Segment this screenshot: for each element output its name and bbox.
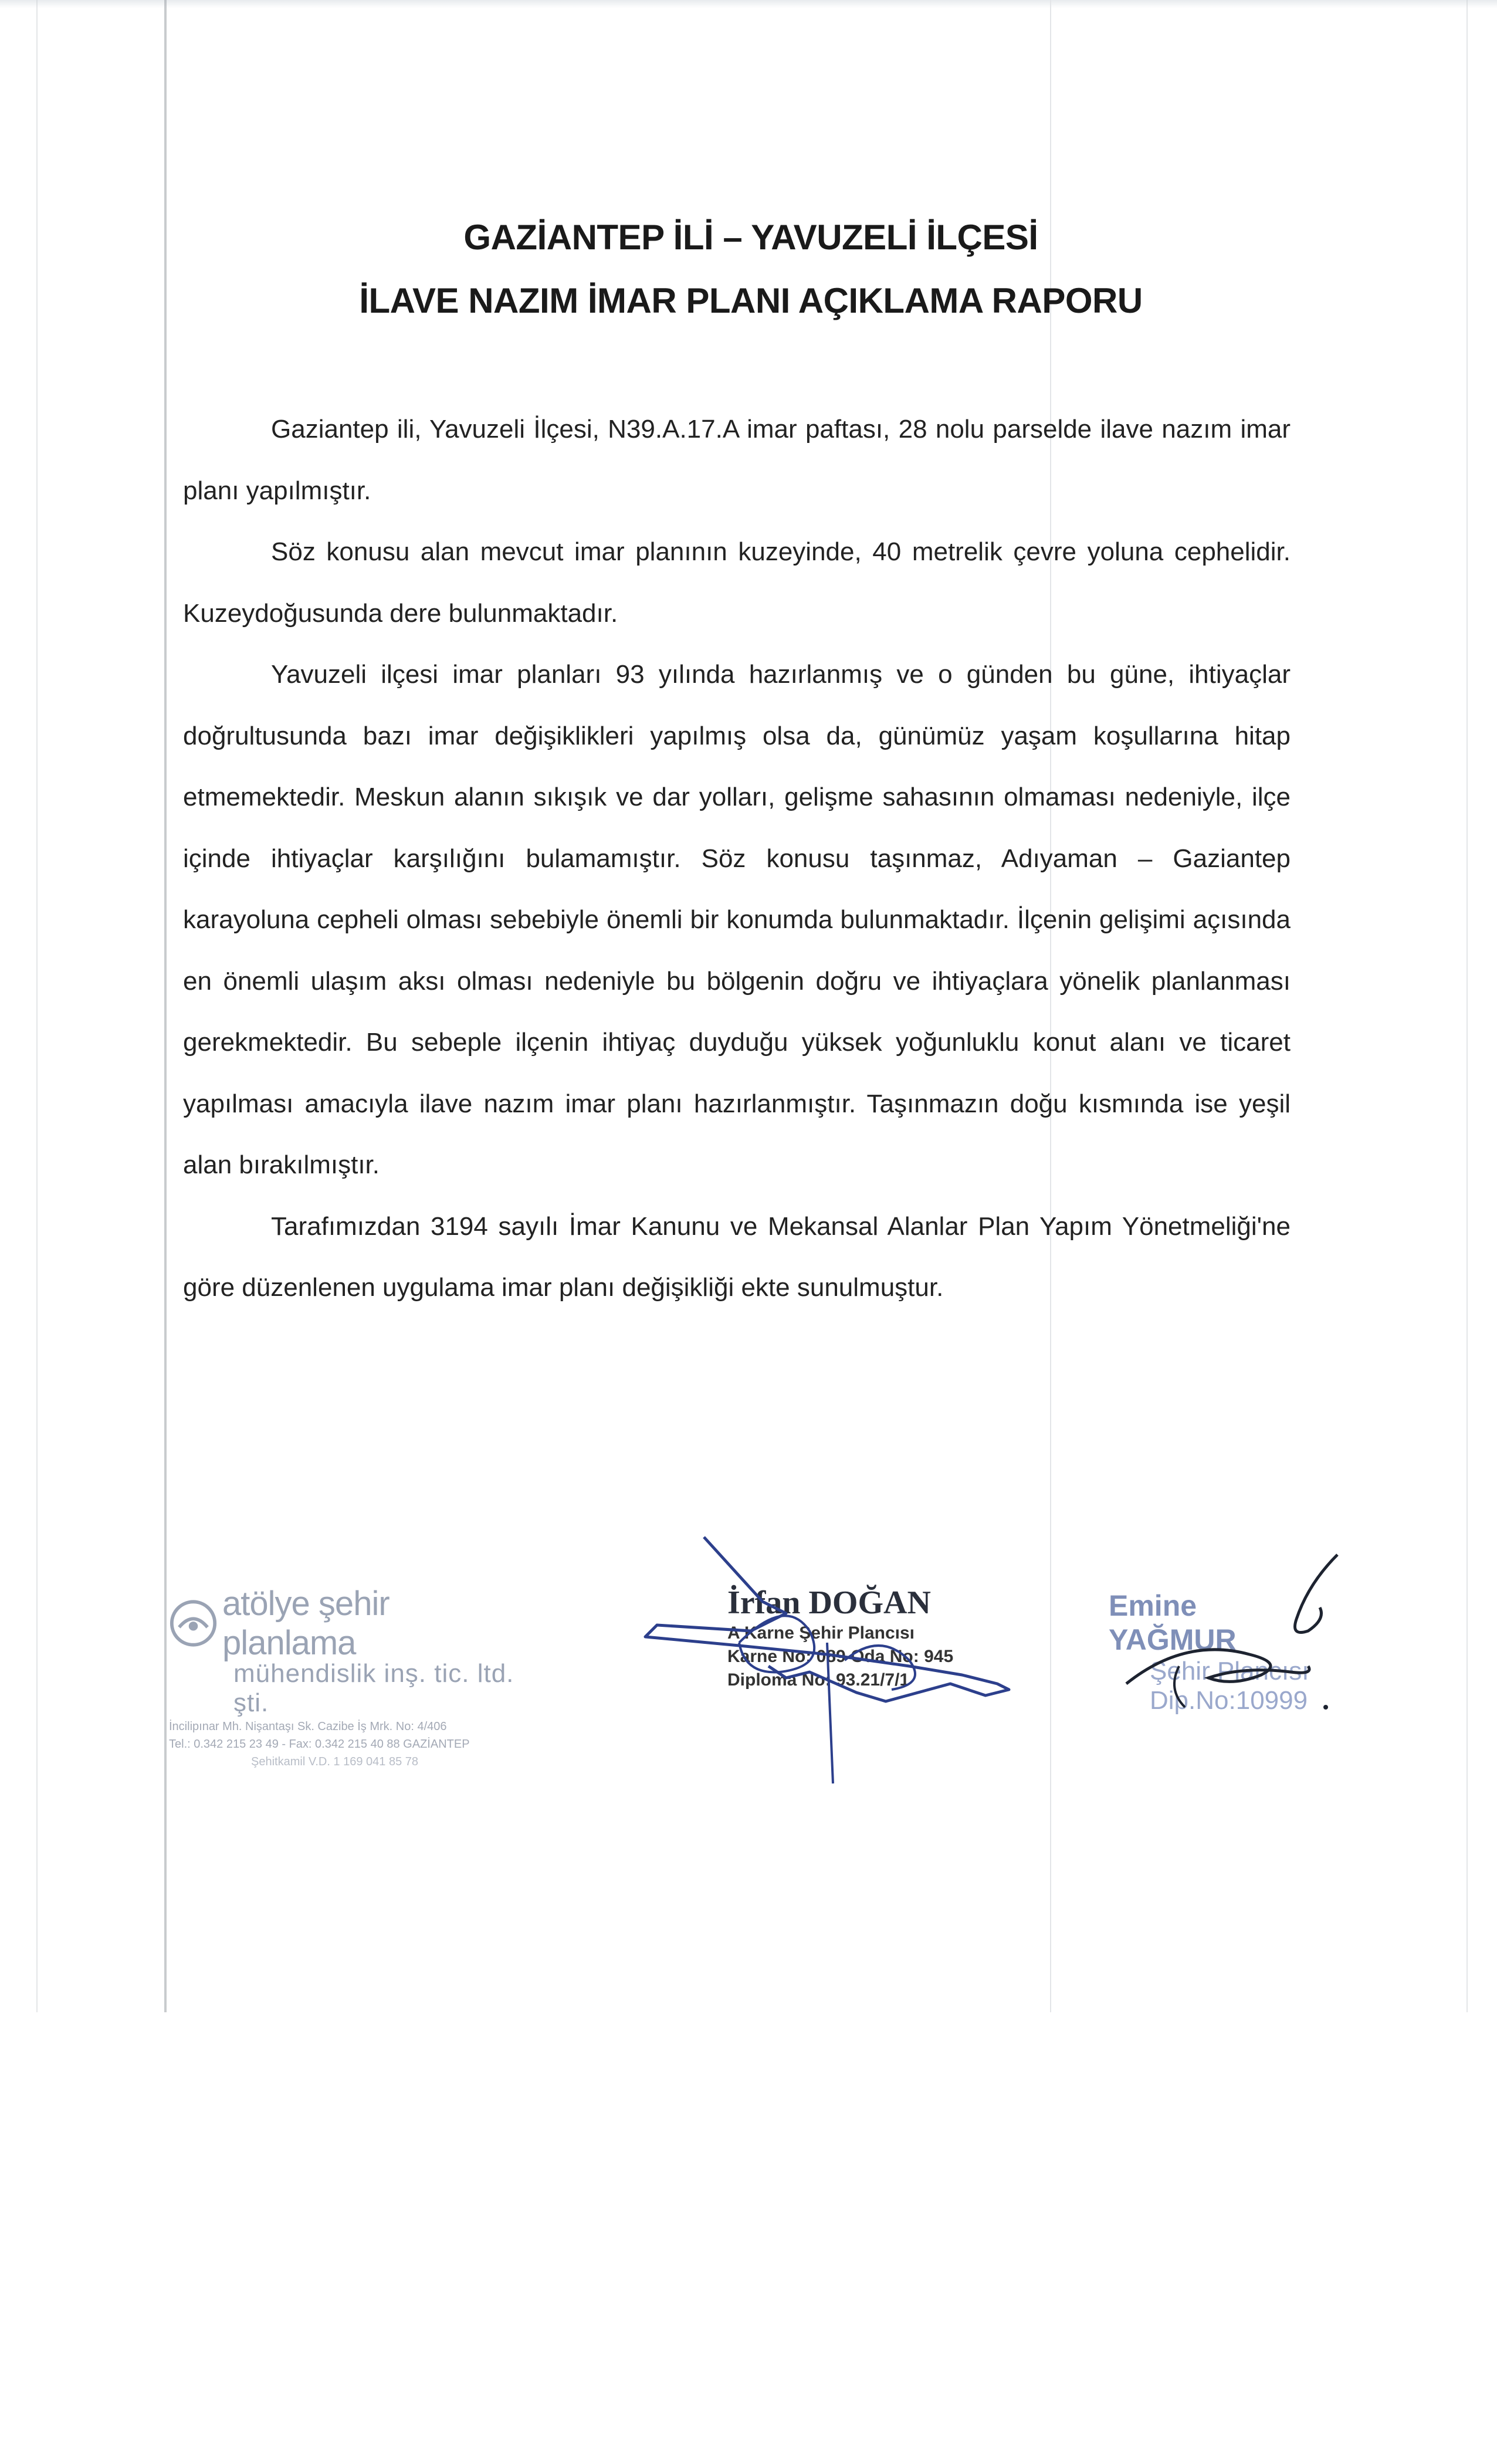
company-brand: atölye şehir planlama	[222, 1585, 390, 1662]
document-title-line1: GAZİANTEP İLİ – YAVUZELİ İLÇESİ	[463, 218, 1038, 257]
scan-right-edge	[1466, 0, 1468, 2012]
company-tax: Şehitkamil V.D. 1 169 041 85 78	[251, 1755, 419, 1768]
company-stamp	[169, 1584, 521, 1768]
paragraph-4: Tarafımızdan 3194 sayılı İmar Kanunu ve Mekansal Alanlar Plan Yapım Yönetmeliği'ne göre düzenlenen uygulama imar planı değişikliği ekte sunulmuştur.	[183, 1211, 1291, 1302]
scan-top-edge	[0, 0, 1497, 8]
signature-irfan	[634, 1525, 1044, 1795]
planner2-title: Şehir Plancısı	[1150, 1657, 1309, 1685]
planner1-diploma: Diploma No: 93.21/7/1	[727, 1670, 910, 1690]
signature-emine	[1115, 1549, 1361, 1725]
planner2-name: Emine YAĞMUR	[1109, 1589, 1237, 1656]
company-phone: Tel.: 0.342 215 23 49 - Fax: 0.342 215 40 88 GAZİANTEP	[169, 1738, 470, 1751]
paragraph-1: Gaziantep ili, Yavuzeli İlçesi, N39.A.17.A imar paftası, 28 nolu parselde ilave nazım imar planı yapılmıştır.	[183, 415, 1291, 505]
planner2-diploma: Dip.No:10999	[1150, 1686, 1308, 1715]
scan-outer-edge	[36, 0, 38, 2012]
report-body	[183, 399, 1291, 1319]
document-title-line2: İLAVE NAZIM İMAR PLANI AÇIKLAMA RAPORU	[359, 281, 1143, 320]
paragraph-3: Yavuzeli ilçesi imar planları 93 yılında hazırlanmış ve o günden bu güne, ihtiyaçlar doğrultusunda bazı imar değişiklikleri yapılmış olsa da, günümüz yaşam koşullarına hitap etmemektedir. Meskun alanın sıkışık ve dar yolları, gelişme sahasının olmaması nedeniyle, ilçe içinde ihtiyaçlar karşılığını bulamamıştır. Söz konusu taşınmaz, Adıyaman – Gaziantep karayoluna cepheli olması sebebiyle önemli bir konumda bulunmaktadır. İlçenin gelişimi açısında en önemli ulaşım aksı olması nedeniyle bu bölgenin doğru ve ihtiyaçlara yönelik planlanması gerekmektedir. Bu sebeple ilçenin ihtiyaç duyduğu yüksek yoğunluklu konut alanı ve ticaret yapılması amacıyla ilave nazım imar planı hazırlanmıştır. Taşınmazın doğu kısmında ise yeşil alan bırakılmıştır.	[183, 660, 1291, 1179]
planner1-title: A Karne Şehir Plancısı	[727, 1623, 915, 1643]
company-address: İncilipınar Mh. Nişantaşı Sk. Cazibe İş Mrk. No: 4/406	[169, 1720, 447, 1733]
company-logo-icon	[169, 1598, 218, 1649]
paragraph-2: Söz konusu alan mevcut imar planının kuzeyinde, 40 metrelik çevre yoluna cephelidir. Kuzeydoğusunda dere bulunmaktadır.	[183, 537, 1291, 628]
company-subtitle: mühendislik inş. tic. ltd. şti.	[233, 1659, 514, 1717]
planner1-registry: Karne No: 089 Oda No: 945	[727, 1647, 954, 1666]
planner1-name: İrfan DOĞAN	[727, 1585, 931, 1621]
